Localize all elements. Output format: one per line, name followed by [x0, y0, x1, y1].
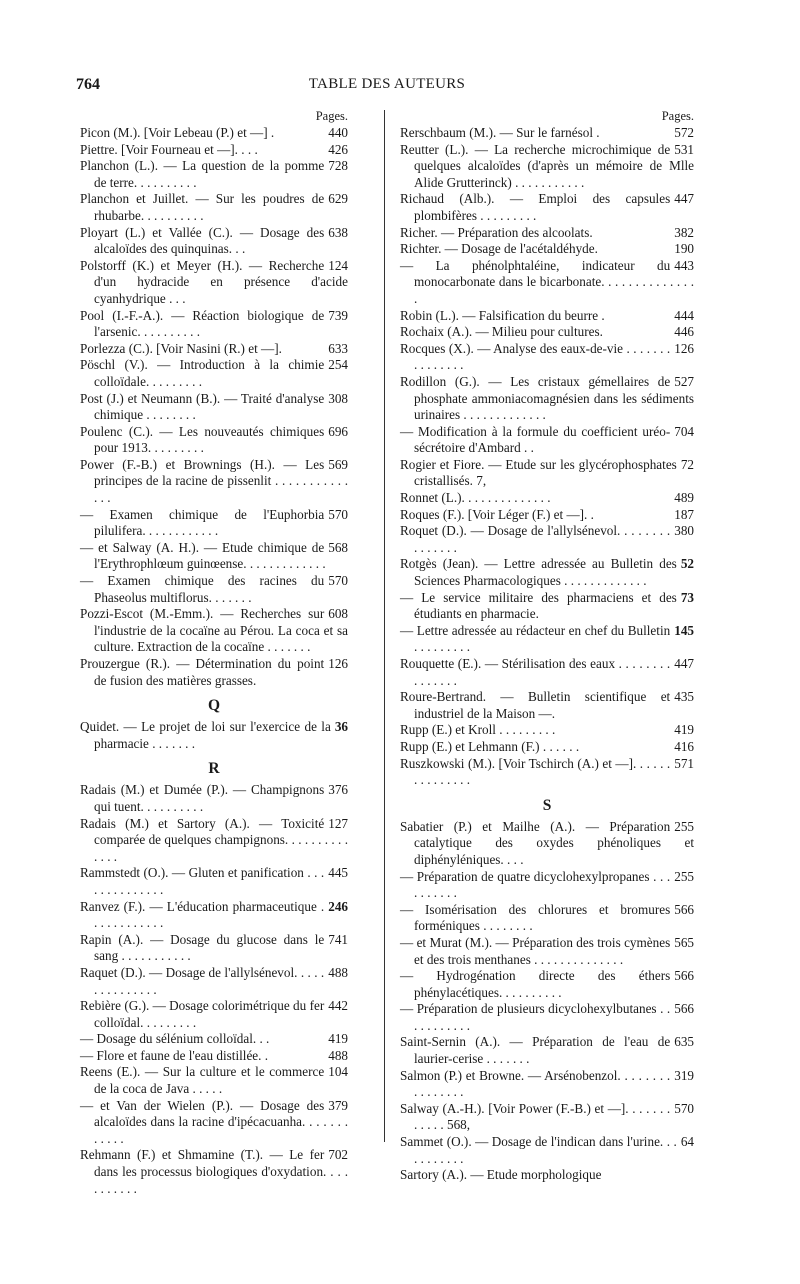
entry-page: 190: [674, 241, 694, 257]
entry-page: 531: [674, 141, 694, 157]
entry-page: 488: [328, 964, 348, 980]
index-entry: [80, 258, 348, 308]
entry-text: Ranvez (F.). — L'éducation pharmaceutique . . . . . . . . . . . .: [80, 898, 325, 931]
entry-text: Rebière (G.). — Dosage colorimétrique du fer colloïdal. . . . . . . . .: [80, 998, 325, 1030]
page-header: [76, 76, 698, 96]
entry-page: 566: [674, 901, 694, 917]
entry-text: — et Murat (M.). — Préparation des trois cymènes et des trois menthanes . . . . . . . . . . . . . .: [400, 934, 671, 967]
index-entry: [400, 1034, 694, 1067]
entry-page: 254: [328, 357, 348, 373]
entry-page: 571: [674, 755, 694, 771]
index-entry: [80, 158, 348, 191]
index-entry: [400, 819, 694, 869]
entry-page: 440: [328, 125, 348, 140]
entry-text: Sammet (O.). — Dosage de l'indican dans l'urine. . . . . . . . . . .: [400, 1134, 677, 1166]
entry-page: 64: [680, 1134, 694, 1150]
left-entries: [80, 125, 348, 1197]
entry-text: — et Salway (A. H.). — Etude chimique de l'Erythrophlœum guinœense. . . . . . . . . . . . .: [80, 539, 326, 572]
entry-text: Quidet. — Le projet de loi sur l'exercice de la pharmacie . . . . . . .: [80, 719, 331, 751]
entry-page: 376: [328, 782, 348, 798]
section-letter: R: [208, 760, 220, 778]
index-entry: [80, 507, 348, 540]
index-entry: [80, 998, 348, 1031]
index-entry: [400, 656, 694, 689]
entry-text: Rodillon (G.). — Les cristaux gémellaires de phosphate ammoniacomagnésien dans les sédiments urinaires . . . . . . . . . . . . .: [400, 373, 694, 423]
entry-page: 435: [674, 689, 694, 705]
section-letter: Q: [207, 697, 221, 715]
entry-text: Rupp (E.) et Lehmann (F.) . . . . . .: [400, 738, 580, 754]
entry-text: Sartory (A.). — Etude morphologique: [400, 1167, 602, 1183]
index-entry: [400, 125, 694, 142]
entry-text: Roure-Bertrand. — Bulletin scientifique et industriel de la Maison —.: [400, 689, 671, 721]
index-entry: [400, 968, 694, 1001]
entry-text: Picon (M.). [Voir Lebeau (P.) et —] .: [80, 125, 275, 140]
running-title: TABLE DES AUTEURS: [308, 76, 466, 92]
index-entry: [400, 590, 694, 623]
index-entry: [400, 142, 694, 192]
entry-text: — et Van der Wielen (P.). — Dosage des alcaloïdes dans la racine d'ipécacuanha. . . . . . . . . . . .: [80, 1097, 348, 1146]
entry-page: 124: [328, 257, 348, 273]
entry-page: 73: [680, 589, 694, 605]
entry-text: Ronnet (L.). . . . . . . . . . . . . .: [400, 490, 551, 506]
entry-text: Rupp (E.) et Kroll . . . . . . . . .: [400, 722, 556, 738]
entry-text: Salway (A.-H.). [Voir Power (F.-B.) et —]. . . . . . . . . . . . 568,: [400, 1100, 671, 1133]
entry-page: 568: [328, 539, 348, 555]
index-entry: [400, 869, 694, 902]
index-entry: [400, 556, 694, 589]
index-entry: [80, 191, 348, 224]
entry-text: — Préparation de quatre dicyclohexylpropanes . . . . . . . . . .: [400, 868, 671, 901]
right-column: [400, 108, 694, 1184]
entry-page: 382: [674, 224, 694, 240]
entry-page: 696: [328, 423, 348, 439]
entry-page: 566: [674, 1001, 694, 1017]
right-entries: [400, 125, 694, 1184]
index-entry: [80, 899, 348, 932]
index-entry: [80, 782, 348, 815]
index-entry: [80, 308, 348, 341]
entry-text: Pozzi-Escot (M.-Emm.). — Recherches sur l'industrie de la cocaïne au Pérou. La coca et sa culture. Extraction de la cocaïne . . . . . . .: [80, 606, 348, 655]
index-entry: [80, 225, 348, 258]
entry-page: 255: [674, 868, 694, 884]
entry-text: Richer. — Préparation des alcoolats.: [400, 224, 593, 240]
entry-text: Sabatier (P.) et Mailhe (A.). — Préparation catalytique des oxydes phénoliques et diphényléniques. . . .: [400, 818, 694, 867]
index-entry: [400, 902, 694, 935]
entry-page: 569: [328, 456, 348, 472]
entry-text: — Préparation de plusieurs dicyclohexylbutanes . . . . . . . . . . .: [400, 1001, 671, 1033]
entry-page: 255: [674, 818, 694, 834]
entry-page: 379: [328, 1097, 348, 1113]
index-entry: [400, 722, 694, 739]
page-number: 764: [76, 76, 100, 93]
index-entry: [400, 424, 694, 457]
index-entry: [80, 965, 348, 998]
entry-page: 565: [674, 934, 694, 950]
entry-page: 104: [328, 1064, 348, 1080]
index-entry: [400, 623, 694, 656]
entry-page: 126: [674, 340, 694, 356]
entry-text: — Le service militaire des pharmaciens et des étudiants en pharmacie.: [400, 589, 677, 622]
entry-page: 444: [674, 307, 694, 323]
entry-text: — Dosage du sélénium colloïdal. . .: [80, 1031, 270, 1047]
index-entry: [80, 357, 348, 390]
entry-text: Rocques (X.). — Analyse des eaux-de-vie . . . . . . . . . . . . . . .: [400, 340, 671, 373]
entry-page: 633: [328, 340, 348, 356]
index-entry: [400, 1068, 694, 1101]
entry-text: — Examen chimique des racines du Phaseolus multiflorus. . . . . . .: [80, 573, 325, 605]
entry-text: — La phénolphtaléine, indicateur du monocarbonate dans le bicarbonate. . . . . . . . . . . . . . .: [400, 257, 694, 306]
index-entry: [400, 241, 694, 258]
entry-page: 419: [674, 722, 694, 738]
pages-label: Pages.: [661, 109, 694, 123]
entry-page: 570: [328, 573, 348, 589]
index-entry: [80, 341, 348, 358]
entry-page: 419: [328, 1031, 348, 1047]
entry-page: 127: [328, 815, 348, 831]
entry-page: 572: [674, 125, 694, 140]
entry-text: — Isomérisation des chlorures et bromures forméniques . . . . . . . .: [400, 901, 671, 934]
index-entry: [400, 507, 694, 524]
index-entry: [400, 324, 694, 341]
index-entry: [80, 656, 348, 689]
entry-page: 246: [328, 898, 348, 914]
entry-text: Richaud (Alb.). — Emploi des capsules plombifères . . . . . . . . .: [400, 191, 671, 223]
pages-label: Pages.: [315, 109, 348, 123]
index-entry: [400, 935, 694, 968]
entry-page: 446: [674, 324, 694, 340]
index-entry: [80, 540, 348, 573]
entry-page: 635: [674, 1034, 694, 1050]
entry-page: 489: [674, 490, 694, 506]
entry-page: 308: [328, 390, 348, 406]
entry-page: 704: [674, 423, 694, 439]
index-entry: [400, 341, 694, 374]
entry-page: 72: [680, 456, 694, 472]
entry-text: Rammstedt (O.). — Gluten et panification . . . . . . . . . . . . . .: [80, 865, 325, 897]
entry-text: Prouzergue (R.). — Détermination du point de fusion des matières grasses.: [80, 656, 325, 688]
entry-page: 380: [674, 523, 694, 539]
entry-page: 447: [674, 191, 694, 207]
index-entry: [400, 1101, 694, 1134]
entry-page: 126: [328, 656, 348, 671]
entry-page: 527: [674, 373, 694, 389]
entry-text: — Modification à la formule du coefficient uréo-sécrétoire d'Ambard . .: [400, 423, 671, 456]
index-entry: [80, 142, 348, 159]
index-entry: [80, 1147, 348, 1197]
entry-text: Planchon et Juillet. — Sur les poudres de rhubarbe. . . . . . . . . .: [80, 191, 325, 223]
entry-text: Rerschbaum (M.). — Sur le farnésol .: [400, 125, 600, 140]
index-entry: [80, 391, 348, 424]
entry-page: 426: [328, 141, 348, 157]
index-entry: [80, 1048, 348, 1065]
entry-page: 443: [674, 257, 694, 273]
entry-page: 638: [328, 224, 348, 240]
index-entry: [400, 523, 694, 556]
entry-page: 187: [674, 506, 694, 522]
entry-text: Roquet (D.). — Dosage de l'allylsénevol. . . . . . . . . . . . . . .: [400, 523, 671, 555]
index-entry: [400, 258, 694, 308]
entry-page: 741: [328, 931, 348, 947]
index-entry: [400, 1167, 694, 1184]
entry-page: 570: [328, 506, 348, 522]
entry-page: 416: [674, 738, 694, 754]
entry-text: Planchon (L.). — La question de la pomme de terre. . . . . . . . . .: [80, 158, 325, 190]
entry-text: — Flore et faune de l'eau distillée. .: [80, 1047, 269, 1063]
entry-page: 442: [328, 998, 348, 1014]
entry-text: Raquet (D.). — Dosage de l'allylsénevol. . . . . . . . . . . . . . .: [80, 964, 325, 997]
entry-text: Radais (M.) et Dumée (P.). — Champignons qui tuent. . . . . . . . . .: [80, 782, 325, 814]
index-entry: [400, 308, 694, 325]
entry-text: — Lettre adressée au rédacteur en chef du Bulletin . . . . . . . . .: [400, 622, 671, 655]
index-entry: [400, 1134, 694, 1167]
index-entry: [80, 1064, 348, 1097]
left-column: [80, 108, 348, 1197]
index-entry: [80, 606, 348, 656]
entry-text: Ruszkowski (M.). [Voir Tschirch (A.) et —]. . . . . . . . . . . . . . .: [400, 755, 671, 788]
index-entry: [80, 1031, 348, 1048]
index-entry: [400, 1001, 694, 1034]
entry-text: Polstorff (K.) et Meyer (H.). — Recherche d'un hydracide en présence d'acide cyanhydrique . . .: [80, 257, 348, 306]
entry-text: Power (F.-B.) et Brownings (H.). — Les principes de la racine de pissenlit . . . . . . . . . . . . . .: [80, 456, 348, 506]
entry-page: 608: [328, 606, 348, 622]
entry-page: 702: [328, 1147, 348, 1163]
index-entry: [80, 865, 348, 898]
entry-page: 52: [680, 556, 694, 572]
section-letter: S: [542, 796, 552, 814]
index-entry: [400, 739, 694, 756]
entry-text: Robin (L.). — Falsification du beurre .: [400, 307, 605, 323]
index-entry: [400, 374, 694, 424]
entry-text: Richter. — Dosage de l'acétaldéhyde.: [400, 241, 598, 257]
index-entry: [80, 424, 348, 457]
entry-text: Rochaix (A.). — Milieu pour cultures.: [400, 324, 603, 340]
index-entry: [400, 191, 694, 224]
entry-text: Pöschl (V.). — Introduction à la chimie colloïdale. . . . . . . . .: [80, 357, 325, 389]
entry-text: — Examen chimique de l'Euphorbia pilulifera. . . . . . . . . . . .: [80, 506, 325, 539]
entry-text: Rouquette (E.). — Stérilisation des eaux . . . . . . . . . . . . . . .: [400, 656, 671, 688]
entry-text: Reens (E.). — Sur la culture et le commerce de la coca de Java . . . . .: [80, 1064, 325, 1097]
index-entry: [400, 225, 694, 242]
entry-page: 728: [328, 158, 348, 174]
index-entry: [80, 1098, 348, 1148]
index-entry: [80, 457, 348, 507]
entry-page: 488: [328, 1047, 348, 1063]
entry-page: 739: [328, 307, 348, 323]
entry-text: Piettre. [Voir Fourneau et —]. . . .: [80, 141, 258, 157]
index-entry: [400, 756, 694, 789]
entry-text: Salmon (P.) et Browne. — Arsénobenzol. . . . . . . . . . . . . . . .: [400, 1067, 671, 1100]
entry-text: Reutter (L.). — La recherche microchimique de quelques alcaloïdes (d'après un mémoire de Mlle Alide Grutterinck) . . . . . . . . . . .: [400, 141, 694, 190]
entry-page: 566: [674, 968, 694, 984]
index-entry: [80, 719, 348, 752]
entry-text: Porlezza (C.). [Voir Nasini (R.) et —].: [80, 340, 282, 356]
entry-page: 36: [334, 719, 348, 735]
entry-page: 319: [674, 1067, 694, 1083]
entry-page: 445: [328, 865, 348, 881]
index-entry: [80, 932, 348, 965]
entry-text: Rotgès (Jean). — Lettre adressée au Bulletin des Sciences Pharmacologiques . . . . . . . . . . . . .: [400, 556, 677, 589]
entry-text: Rapin (A.). — Dosage du glucose dans le sang . . . . . . . . . . .: [80, 931, 325, 964]
entry-text: Saint-Sernin (A.). — Préparation de l'eau de laurier-cerise . . . . . . .: [400, 1034, 671, 1067]
index-entry: [400, 689, 694, 722]
index-entry: [400, 490, 694, 507]
index-entry: [80, 573, 348, 606]
entry-text: Roques (F.). [Voir Léger (F.) et —]. .: [400, 506, 594, 522]
entry-text: Ployart (L.) et Vallée (C.). — Dosage des alcaloïdes des quinquinas. . .: [80, 224, 325, 257]
column-divider: [384, 110, 385, 1142]
entry-text: Pool (I.-F.-A.). — Réaction biologique de l'arsenic. . . . . . . . . .: [80, 307, 325, 340]
entry-page: 570: [674, 1100, 694, 1116]
entry-text: — Hydrogénation directe des éthers phénylacétiques. . . . . . . . . .: [400, 968, 671, 1000]
entry-page: 447: [674, 656, 694, 671]
entry-page: 145: [674, 622, 694, 638]
entry-text: Rehmann (F.) et Shmamine (T.). — Le fer dans les processus biologiques d'oxydation. . . . . . . . . . .: [80, 1147, 348, 1196]
entry-text: Post (J.) et Neumann (B.). — Traité d'analyse chimique . . . . . . . .: [80, 390, 325, 423]
entry-text: Rogier et Fiore. — Etude sur les glycérophosphates cristallisés. 7,: [400, 456, 677, 489]
entry-page: 629: [328, 191, 348, 207]
index-entry: [80, 816, 348, 866]
entry-text: Poulenc (C.). — Les nouveautés chimiques pour 1913. . . . . . . . .: [80, 423, 325, 456]
index-entry: [400, 457, 694, 490]
entry-text: Radais (M.) et Sartory (A.). — Toxicité comparée de quelques champignons. . . . . . . . . . . . . .: [80, 815, 348, 864]
index-entry: [80, 125, 348, 142]
